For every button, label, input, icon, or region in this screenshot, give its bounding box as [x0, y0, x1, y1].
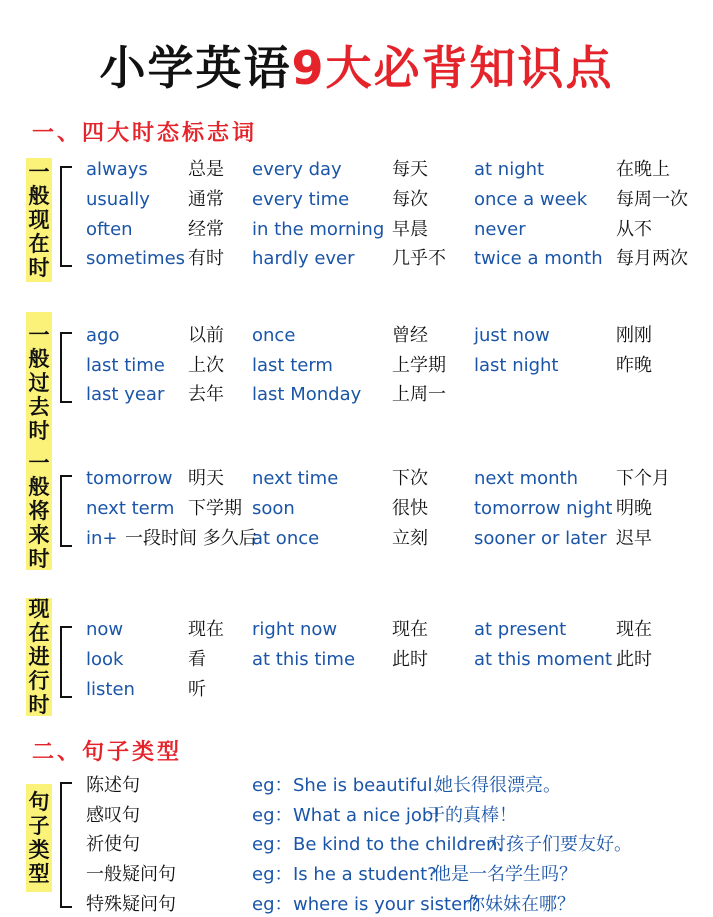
sentence-label-char: 子: [28, 814, 50, 838]
term-chinese: 每周一次: [616, 189, 688, 210]
term-chinese: 经常: [188, 219, 224, 240]
term-english: next month: [474, 468, 579, 489]
term-english: sooner or later: [474, 528, 607, 549]
bracket: [60, 332, 72, 403]
sentence-type: 感叹句: [86, 805, 140, 826]
tense-label-char: 去: [28, 395, 50, 419]
term-english: often: [86, 219, 133, 240]
term-english: tomorrow: [86, 468, 173, 489]
term-chinese: 早晨: [392, 219, 428, 240]
term-english: just now: [474, 325, 550, 346]
term-english: last night: [474, 355, 559, 376]
title-part1: 小学英语: [99, 41, 292, 95]
example-chinese: 她长得很漂亮。: [435, 775, 561, 796]
term-chinese: 现在: [616, 619, 652, 640]
tense-label-char: 一: [28, 323, 50, 347]
term-chinese: 立刻: [392, 528, 428, 549]
term-chinese: 下学期: [188, 498, 242, 519]
sentence-type: 祈使句: [86, 834, 140, 855]
tense-label: [26, 312, 52, 454]
example-english: Be kind to the children.: [293, 834, 504, 855]
term-english: right now: [252, 619, 338, 640]
tense-label: [26, 452, 52, 570]
term-english: once: [252, 325, 296, 346]
example-english: where is your sister?: [293, 894, 480, 915]
term-chinese: 刚刚: [616, 325, 652, 346]
tense-label-char: 时: [28, 547, 50, 571]
tense-label: [26, 158, 52, 282]
term-english: at present: [474, 619, 567, 640]
tense-label-char: 般: [28, 347, 50, 371]
term-chinese: 迟早: [616, 528, 652, 549]
example-english: Is he a student?: [293, 864, 437, 885]
term-english: twice a month: [474, 248, 603, 269]
sentence-label-char: 句: [28, 790, 50, 814]
term-chinese: 上次: [188, 355, 224, 376]
term-english: always: [86, 159, 148, 180]
term-english: tomorrow night: [474, 498, 613, 519]
term-chinese: 看: [188, 649, 206, 670]
term-english: soon: [252, 498, 295, 519]
tense-label-char: 现: [28, 597, 50, 621]
term-english: last Monday: [252, 384, 362, 405]
section2-heading: 二、句子类型: [32, 739, 183, 765]
bracket: [60, 475, 72, 547]
term-english: at night: [474, 159, 545, 180]
term-english: at this time: [252, 649, 356, 670]
term-chinese: 几乎不: [392, 248, 446, 269]
term-chinese: 每次: [392, 189, 428, 210]
term-chinese: 此时: [392, 649, 428, 670]
term-chinese: 通常: [188, 189, 224, 210]
sentence-type: 特殊疑问句: [86, 894, 176, 915]
term-english: look: [86, 649, 124, 670]
term-english: sometimes: [86, 248, 186, 269]
tense-label-char: 时: [28, 256, 50, 280]
term-chinese: 上学期: [392, 355, 446, 376]
bracket: [60, 782, 72, 908]
term-english: once a week: [474, 189, 588, 210]
example-chinese: 对孩子们要友好。: [488, 834, 632, 855]
term-english: ago: [86, 325, 120, 346]
term-chinese: 有时: [188, 248, 224, 269]
tense-label-char: 行: [28, 669, 50, 693]
tense-label-char: 进: [28, 645, 50, 669]
example-english: She is beautiful.: [293, 775, 439, 796]
term-english: next term: [86, 498, 175, 519]
term-chinese: 明晚: [616, 498, 652, 519]
eg-prefix: eg：: [252, 834, 293, 855]
bracket: [60, 166, 72, 267]
example-chinese: 你妹妹在哪？: [467, 894, 575, 915]
tense-label-char: 在: [28, 621, 50, 645]
term-chinese: 现在: [392, 619, 428, 640]
page-title: [0, 38, 713, 98]
example-chinese: 他是一名学生吗？: [433, 864, 577, 885]
example-english: What a nice job!: [293, 805, 441, 826]
tense-label-char: 在: [28, 232, 50, 256]
eg-prefix: eg：: [252, 805, 293, 826]
term-chinese: 以前: [188, 325, 224, 346]
term-english: now: [86, 619, 124, 640]
tense-label-char: 将: [28, 499, 50, 523]
tense-label-char: 一: [28, 160, 50, 184]
term-chinese: 下次: [392, 468, 428, 489]
term-chinese: 从不: [616, 219, 652, 240]
section1-heading: 一、四大时态标志词: [32, 120, 258, 146]
sentence-type: 一般疑问句: [86, 864, 176, 885]
term-chinese: 上周一: [392, 384, 446, 405]
term-english: usually: [86, 189, 150, 210]
term-chinese: 去年: [188, 384, 224, 405]
term-english: every day: [252, 159, 342, 180]
tense-label-char: 时: [28, 419, 50, 443]
term-english: in+: [86, 528, 118, 549]
term-english: last year: [86, 384, 165, 405]
term-chinese: 现在: [188, 619, 224, 640]
tense-label-char: 般: [28, 475, 50, 499]
term-chinese: 总是: [188, 159, 224, 180]
eg-prefix: eg：: [252, 864, 293, 885]
term-chinese: 下个月: [616, 468, 670, 489]
term-english: every time: [252, 189, 350, 210]
term-english: last term: [252, 355, 333, 376]
term-chinese: 曾经: [392, 325, 428, 346]
term-english: last time: [86, 355, 165, 376]
sentence-label-char: 型: [28, 862, 50, 886]
tense-label: [26, 598, 52, 716]
term-chinese: 一段时间 多久后: [125, 528, 257, 549]
term-chinese: 很快: [392, 498, 428, 519]
term-english: hardly ever: [252, 248, 355, 269]
tense-label-char: 时: [28, 693, 50, 717]
term-chinese: 听: [188, 679, 206, 700]
term-chinese: 在晚上: [616, 159, 670, 180]
tense-label-char: 一: [28, 451, 50, 475]
eg-prefix: eg：: [252, 894, 293, 915]
term-chinese: 每月两次: [616, 248, 688, 269]
term-english: next time: [252, 468, 339, 489]
term-chinese: 每天: [392, 159, 428, 180]
term-english: in the morning: [252, 219, 385, 240]
sentence-type: 陈述句: [86, 775, 140, 796]
bracket: [60, 626, 72, 698]
sentence-label-char: 类: [28, 838, 50, 862]
tense-label-char: 般: [28, 184, 50, 208]
title-part2: 9大必背知识点: [291, 41, 614, 95]
term-english: never: [474, 219, 526, 240]
term-chinese: 明天: [188, 468, 224, 489]
tense-label-char: 过: [28, 371, 50, 395]
example-chinese: 干的真棒！: [427, 805, 517, 826]
sentence-label: [26, 784, 52, 892]
term-chinese: 此时: [616, 649, 652, 670]
eg-prefix: eg：: [252, 775, 293, 796]
term-english: at once: [252, 528, 320, 549]
term-chinese: 昨晚: [616, 355, 652, 376]
term-english: at this moment: [474, 649, 612, 670]
tense-label-char: 来: [28, 523, 50, 547]
tense-label-char: 现: [28, 208, 50, 232]
term-english: listen: [86, 679, 135, 700]
